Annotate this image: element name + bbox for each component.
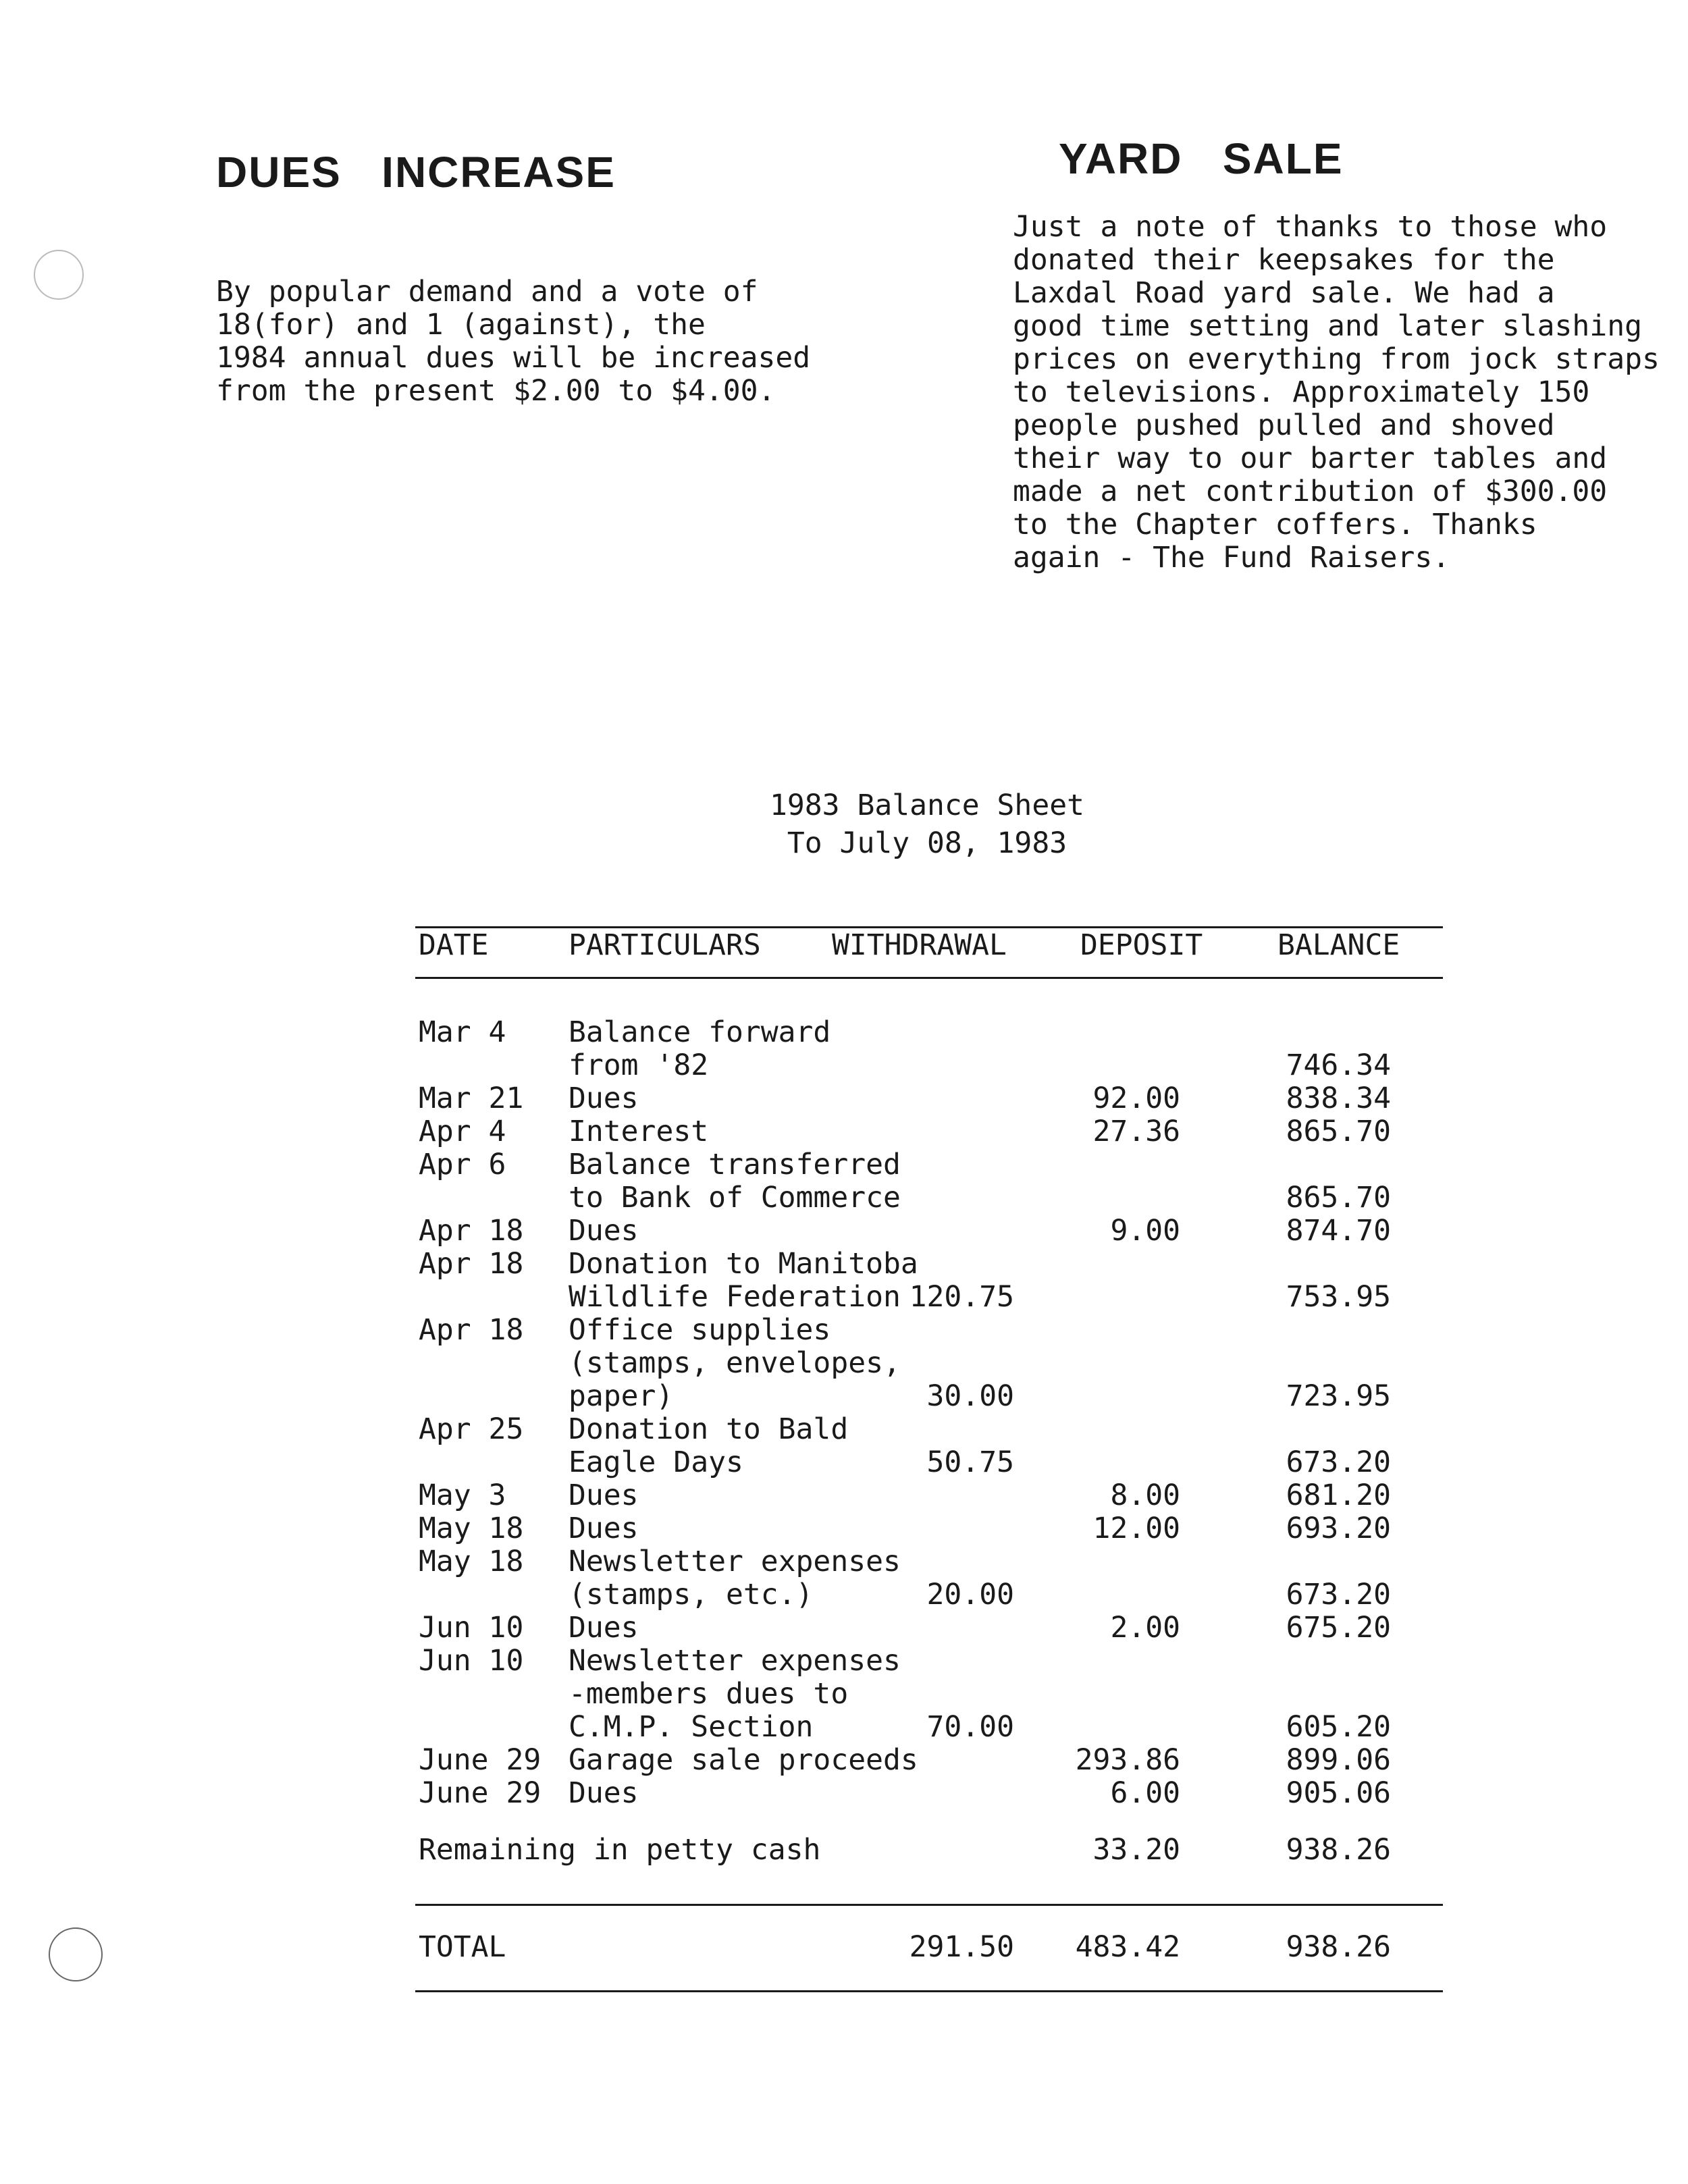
row-deposit-cell: 92.00 xyxy=(1092,1082,1180,1115)
total-top-rule xyxy=(415,1904,1443,1906)
row-date-cell: Apr 4 xyxy=(419,1115,506,1148)
row-balance-cell: 874.70 xyxy=(1286,1214,1391,1248)
row-deposit-cell: 9.00 xyxy=(1110,1214,1180,1248)
row-particulars-cell: Dues xyxy=(569,1776,639,1810)
row-date-cell: May 3 xyxy=(419,1479,506,1512)
row-balance-cell: 605.20 xyxy=(1286,1710,1391,1744)
row-date-cell: Mar 4 xyxy=(419,1015,506,1049)
row-date-cell: June 29 xyxy=(419,1776,542,1810)
balance-sheet-title: 1983 Balance Sheet xyxy=(770,789,1084,822)
row-deposit-cell: 8.00 xyxy=(1110,1479,1180,1512)
row-balance-cell: 838.34 xyxy=(1286,1082,1391,1115)
row-balance-cell: 905.06 xyxy=(1286,1776,1391,1810)
column-header-withdrawal: WITHDRAWAL xyxy=(832,928,1007,962)
punch-hole-mark xyxy=(34,250,84,300)
row-particulars-cell: Interest xyxy=(569,1115,709,1148)
row-particulars-cell: Dues xyxy=(569,1512,639,1545)
row-withdrawal-cell: 50.75 xyxy=(926,1445,1014,1479)
row-particulars-cell: Dues xyxy=(569,1082,639,1115)
row-deposit-cell: 2.00 xyxy=(1110,1611,1180,1645)
row-balance-cell: 899.06 xyxy=(1286,1743,1391,1777)
row-withdrawal-cell: 30.00 xyxy=(926,1379,1014,1413)
row-date-cell: Apr 18 xyxy=(419,1313,524,1347)
row-deposit-cell: 293.86 xyxy=(1075,1743,1180,1777)
row-balance-cell: 865.70 xyxy=(1286,1115,1391,1148)
row-particulars-cell: Balance transferred to Bank of Commerce xyxy=(569,1148,901,1215)
total-balance: 938.26 xyxy=(1286,1930,1391,1964)
petty-cash-deposit: 33.20 xyxy=(1092,1833,1180,1867)
row-balance-cell: 746.34 xyxy=(1286,1048,1391,1082)
row-deposit-cell: 12.00 xyxy=(1092,1512,1180,1545)
column-header-particulars: PARTICULARS xyxy=(569,928,761,962)
row-balance-cell: 673.20 xyxy=(1286,1445,1391,1479)
row-balance-cell: 753.95 xyxy=(1286,1280,1391,1314)
row-withdrawal-cell: 120.75 xyxy=(909,1280,1014,1314)
row-date-cell: June 29 xyxy=(419,1743,542,1777)
row-date-cell: May 18 xyxy=(419,1545,524,1578)
row-particulars-cell: Donation to Manitoba Wildlife Federation xyxy=(569,1247,918,1314)
row-particulars-cell: Dues xyxy=(569,1479,639,1512)
punch-hole-mark xyxy=(49,1927,103,1981)
row-particulars-cell: Dues xyxy=(569,1611,639,1645)
row-date-cell: Jun 10 xyxy=(419,1644,524,1678)
row-particulars-cell: Newsletter expenses (stamps, etc.) xyxy=(569,1545,901,1612)
row-date-cell: Jun 10 xyxy=(419,1611,524,1645)
petty-cash-balance: 938.26 xyxy=(1286,1833,1391,1867)
yard-sale-body: Just a note of thanks to those who donated their keepsakes for the Laxdal Road yard sale. We had a good time setting and later slashing prices on everything from jock straps to televisions. Approximately 150 people pushed pulled and shoved their way to our barter tables and made a net contribution of $300.00 to the Chapter coffers. Thanks again - The Fund Raisers. xyxy=(1013,210,1660,575)
row-particulars-cell: Office supplies (stamps, envelopes, paper) xyxy=(569,1313,901,1413)
row-particulars-cell: Garage sale proceeds xyxy=(569,1743,918,1777)
yard-sale-heading: YARD SALE xyxy=(1059,134,1344,183)
petty-cash-label: Remaining in petty cash xyxy=(419,1833,821,1867)
column-header-date: DATE xyxy=(419,928,489,962)
row-withdrawal-cell: 70.00 xyxy=(926,1710,1014,1744)
row-date-cell: Apr 6 xyxy=(419,1148,506,1181)
row-particulars-cell: Dues xyxy=(569,1214,639,1248)
total-deposit: 483.42 xyxy=(1075,1930,1180,1964)
row-withdrawal-cell: 20.00 xyxy=(926,1578,1014,1612)
row-balance-cell: 681.20 xyxy=(1286,1479,1391,1512)
total-withdrawal: 291.50 xyxy=(909,1930,1014,1964)
row-balance-cell: 675.20 xyxy=(1286,1611,1391,1645)
row-particulars-cell: Newsletter expenses -members dues to C.M.P. Section xyxy=(569,1644,901,1744)
header-bottom-rule xyxy=(415,977,1443,979)
total-label: TOTAL xyxy=(419,1930,506,1964)
column-header-deposit: DEPOSIT xyxy=(1080,928,1203,962)
row-date-cell: Apr 25 xyxy=(419,1412,524,1446)
row-balance-cell: 865.70 xyxy=(1286,1181,1391,1215)
row-deposit-cell: 6.00 xyxy=(1110,1776,1180,1810)
row-date-cell: Apr 18 xyxy=(419,1247,524,1281)
row-balance-cell: 693.20 xyxy=(1286,1512,1391,1545)
row-particulars-cell: Balance forward from '82 xyxy=(569,1015,831,1082)
row-date-cell: Apr 18 xyxy=(419,1214,524,1248)
dues-increase-heading: DUES INCREASE xyxy=(216,148,616,196)
total-bottom-rule xyxy=(415,1990,1443,1992)
row-date-cell: May 18 xyxy=(419,1512,524,1545)
dues-increase-body: By popular demand and a vote of 18(for) and 1 (against), the 1984 annual dues will be increased from the present $2.00 to $4.00. xyxy=(216,275,811,408)
balance-sheet-subtitle: To July 08, 1983 xyxy=(787,826,1067,860)
row-balance-cell: 723.95 xyxy=(1286,1379,1391,1413)
row-particulars-cell: Donation to Bald Eagle Days xyxy=(569,1412,849,1479)
column-header-balance: BALANCE xyxy=(1277,928,1400,962)
row-date-cell: Mar 21 xyxy=(419,1082,524,1115)
row-balance-cell: 673.20 xyxy=(1286,1578,1391,1612)
row-deposit-cell: 27.36 xyxy=(1092,1115,1180,1148)
